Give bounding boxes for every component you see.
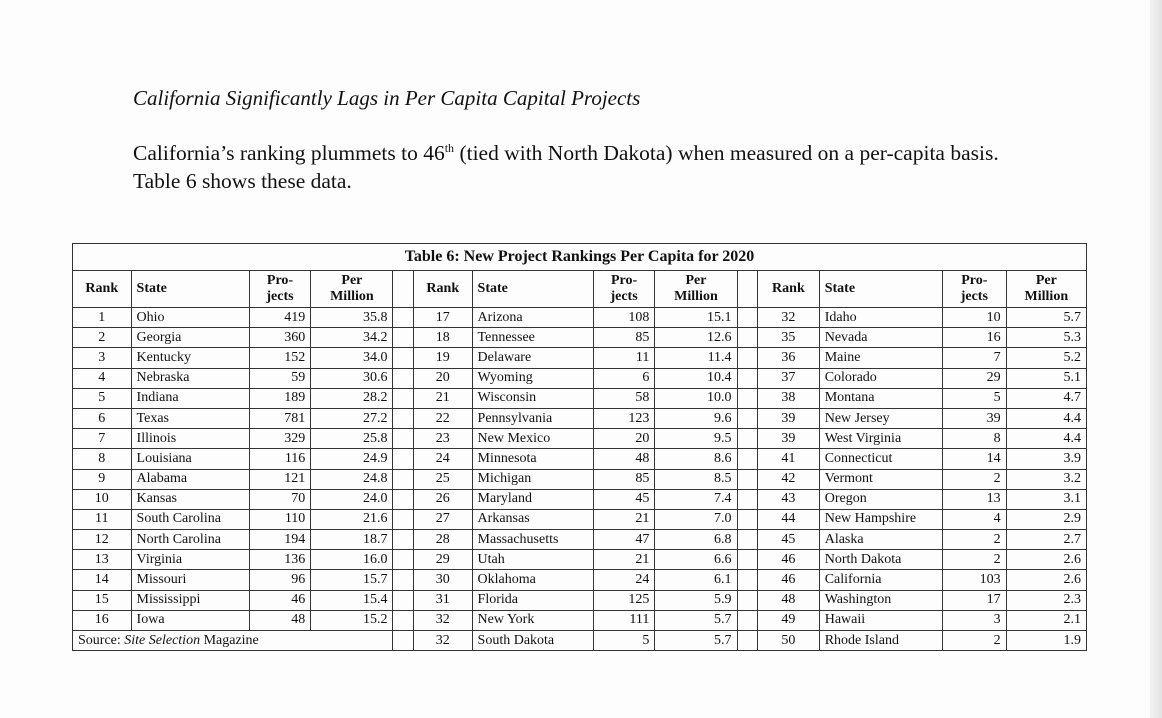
state-cell: Arizona	[472, 308, 593, 328]
projects-cell: 20	[593, 429, 655, 449]
state-cell: Florida	[472, 590, 593, 610]
state-cell: Washington	[819, 590, 942, 610]
state-cell: Tennessee	[472, 328, 593, 348]
state-cell: Pennsylvania	[472, 408, 593, 428]
per-million-cell: 5.7	[655, 631, 737, 651]
rank-cell: 7	[73, 429, 132, 449]
state-cell: Alaska	[819, 530, 942, 550]
rank-cell: 42	[758, 469, 820, 489]
column-gap	[393, 489, 414, 509]
rank-cell: 2	[73, 328, 132, 348]
rank-cell: 9	[73, 469, 132, 489]
header-projects: Pro- jects	[593, 271, 655, 308]
per-million-cell: 28.2	[311, 388, 393, 408]
rank-cell: 15	[73, 590, 132, 610]
per-million-cell: 35.8	[311, 308, 393, 328]
projects-cell: 123	[593, 408, 655, 428]
column-gap	[737, 610, 758, 630]
per-million-cell: 15.4	[311, 590, 393, 610]
per-million-cell: 2.6	[1006, 570, 1086, 590]
state-cell: West Virginia	[819, 429, 942, 449]
per-million-cell: 3.9	[1006, 449, 1086, 469]
page-edge-shadow	[1150, 0, 1162, 718]
projects-cell: 59	[249, 368, 311, 388]
state-cell: Massachusetts	[472, 530, 593, 550]
section-heading: California Significantly Lags in Per Capita Capital Projects	[133, 86, 641, 110]
per-million-cell: 10.4	[655, 368, 737, 388]
per-million-cell: 16.0	[311, 550, 393, 570]
per-million-cell: 15.1	[655, 308, 737, 328]
projects-cell: 11	[593, 348, 655, 368]
per-million-cell: 2.9	[1006, 509, 1086, 529]
table-row	[73, 530, 1087, 550]
per-million-cell: 1.9	[1006, 631, 1086, 651]
state-cell: Vermont	[819, 469, 942, 489]
projects-cell: 121	[249, 469, 311, 489]
rank-cell: 32	[414, 631, 473, 651]
per-million-cell: 7.0	[655, 509, 737, 529]
rank-cell: 31	[414, 590, 473, 610]
column-gap	[737, 368, 758, 388]
column-gap	[737, 509, 758, 529]
projects-cell: 108	[593, 308, 655, 328]
table-row	[73, 328, 1087, 348]
state-cell: South Dakota	[472, 631, 593, 651]
rank-cell: 37	[758, 368, 820, 388]
projects-cell: 419	[249, 308, 311, 328]
state-cell: Wisconsin	[472, 388, 593, 408]
per-million-cell: 2.6	[1006, 550, 1086, 570]
state-cell: Illinois	[131, 429, 249, 449]
column-gap	[393, 550, 414, 570]
table-row	[73, 469, 1087, 489]
rank-cell: 5	[73, 388, 132, 408]
projects-cell: 29	[942, 368, 1006, 388]
per-million-cell: 5.7	[1006, 308, 1086, 328]
column-gap	[393, 408, 414, 428]
column-gap	[737, 328, 758, 348]
rank-cell: 35	[758, 328, 820, 348]
projects-cell: 8	[942, 429, 1006, 449]
table-row	[73, 449, 1087, 469]
rank-cell: 26	[414, 489, 473, 509]
column-gap	[737, 449, 758, 469]
per-million-cell: 5.2	[1006, 348, 1086, 368]
per-million-cell: 9.5	[655, 429, 737, 449]
projects-cell: 103	[942, 570, 1006, 590]
projects-cell: 189	[249, 388, 311, 408]
projects-cell: 152	[249, 348, 311, 368]
column-gap	[737, 308, 758, 328]
per-million-cell: 30.6	[311, 368, 393, 388]
projects-cell: 2	[942, 550, 1006, 570]
state-cell: Virginia	[131, 550, 249, 570]
table-row	[73, 550, 1087, 570]
projects-cell: 116	[249, 449, 311, 469]
projects-cell: 2	[942, 631, 1006, 651]
projects-cell: 21	[593, 550, 655, 570]
state-cell: Nebraska	[131, 368, 249, 388]
state-cell: Connecticut	[819, 449, 942, 469]
table-row	[73, 590, 1087, 610]
header-state: State	[472, 271, 593, 308]
column-gap	[737, 469, 758, 489]
state-cell: Wyoming	[472, 368, 593, 388]
rank-cell: 1	[73, 308, 132, 328]
rank-cell: 14	[73, 570, 132, 590]
projects-cell: 110	[249, 509, 311, 529]
state-cell: North Carolina	[131, 530, 249, 550]
per-million-cell: 8.5	[655, 469, 737, 489]
projects-cell: 85	[593, 328, 655, 348]
per-million-cell: 15.2	[311, 610, 393, 630]
paragraph-text-2: (tied with North Dakota) when measured on a per-capita basis. Table 6 shows these data.	[133, 141, 999, 193]
per-million-cell: 3.1	[1006, 489, 1086, 509]
per-million-cell: 5.3	[1006, 328, 1086, 348]
per-million-cell: 4.4	[1006, 408, 1086, 428]
table-row	[73, 509, 1087, 529]
projects-cell: 2	[942, 530, 1006, 550]
projects-cell: 24	[593, 570, 655, 590]
rank-cell: 19	[414, 348, 473, 368]
state-cell: Michigan	[472, 469, 593, 489]
state-cell: Louisiana	[131, 449, 249, 469]
per-million-cell: 6.1	[655, 570, 737, 590]
state-cell: Texas	[131, 408, 249, 428]
column-gap	[393, 429, 414, 449]
column-gap	[393, 328, 414, 348]
rank-cell: 29	[414, 550, 473, 570]
column-gap	[737, 530, 758, 550]
projects-cell: 781	[249, 408, 311, 428]
projects-cell: 39	[942, 408, 1006, 428]
rank-cell: 36	[758, 348, 820, 368]
rank-cell: 8	[73, 449, 132, 469]
column-gap	[393, 590, 414, 610]
per-million-cell: 2.1	[1006, 610, 1086, 630]
rank-cell: 22	[414, 408, 473, 428]
per-million-cell: 34.2	[311, 328, 393, 348]
header-rank: Rank	[73, 271, 132, 308]
column-gap	[393, 509, 414, 529]
rank-cell: 18	[414, 328, 473, 348]
state-cell: Georgia	[131, 328, 249, 348]
rank-cell: 46	[758, 550, 820, 570]
rank-cell: 38	[758, 388, 820, 408]
rank-cell: 10	[73, 489, 132, 509]
table-row	[73, 429, 1087, 449]
header-per-million: Per Million	[655, 271, 737, 308]
state-cell: Maine	[819, 348, 942, 368]
projects-cell: 329	[249, 429, 311, 449]
rank-cell: 6	[73, 408, 132, 428]
header-projects: Pro- jects	[942, 271, 1006, 308]
projects-cell: 111	[593, 610, 655, 630]
projects-cell: 125	[593, 590, 655, 610]
rank-cell: 32	[758, 308, 820, 328]
rank-cell: 27	[414, 509, 473, 529]
column-gap	[393, 388, 414, 408]
column-gap	[393, 449, 414, 469]
projects-cell: 96	[249, 570, 311, 590]
projects-cell: 7	[942, 348, 1006, 368]
state-cell: Alabama	[131, 469, 249, 489]
column-gap	[393, 610, 414, 630]
projects-cell: 6	[593, 368, 655, 388]
projects-cell: 21	[593, 509, 655, 529]
column-gap	[737, 631, 758, 651]
paragraph-text-1: California’s ranking plummets to 46	[133, 141, 445, 165]
column-gap	[393, 308, 414, 328]
header-projects: Pro- jects	[249, 271, 311, 308]
column-gap	[393, 368, 414, 388]
table-source-note: Source: Site Selection Magazine	[73, 631, 393, 651]
table-row	[73, 489, 1087, 509]
per-million-cell: 24.8	[311, 469, 393, 489]
table-row	[73, 610, 1087, 630]
rank-cell: 21	[414, 388, 473, 408]
rank-cell: 49	[758, 610, 820, 630]
rank-cell: 17	[414, 308, 473, 328]
per-million-cell: 3.2	[1006, 469, 1086, 489]
projects-cell: 46	[249, 590, 311, 610]
table-body	[73, 308, 1087, 651]
per-million-cell: 18.7	[311, 530, 393, 550]
table-row	[73, 308, 1087, 328]
per-million-cell: 9.6	[655, 408, 737, 428]
rank-cell: 11	[73, 509, 132, 529]
state-cell: Nevada	[819, 328, 942, 348]
projects-cell: 2	[942, 469, 1006, 489]
state-cell: North Dakota	[819, 550, 942, 570]
column-gap	[393, 631, 414, 651]
table-title: Table 6: New Project Rankings Per Capita for 2020	[73, 244, 1087, 271]
projects-cell: 85	[593, 469, 655, 489]
column-gap	[737, 550, 758, 570]
state-cell: South Carolina	[131, 509, 249, 529]
per-million-cell: 25.8	[311, 429, 393, 449]
rank-cell: 30	[414, 570, 473, 590]
column-gap	[737, 429, 758, 449]
column-gap	[393, 348, 414, 368]
table-row	[73, 388, 1087, 408]
column-gap	[737, 408, 758, 428]
state-cell: Kentucky	[131, 348, 249, 368]
header-state: State	[131, 271, 249, 308]
per-million-cell: 34.0	[311, 348, 393, 368]
projects-cell: 5	[942, 388, 1006, 408]
column-gap	[737, 489, 758, 509]
per-million-cell: 5.9	[655, 590, 737, 610]
header-rank: Rank	[758, 271, 820, 308]
rank-cell: 24	[414, 449, 473, 469]
projects-cell: 14	[942, 449, 1006, 469]
state-cell: Arkansas	[472, 509, 593, 529]
state-cell: Delaware	[472, 348, 593, 368]
table-row	[73, 408, 1087, 428]
state-cell: Kansas	[131, 489, 249, 509]
per-million-cell: 27.2	[311, 408, 393, 428]
state-cell: Missouri	[131, 570, 249, 590]
rank-cell: 39	[758, 408, 820, 428]
rank-cell: 48	[758, 590, 820, 610]
column-gap	[393, 530, 414, 550]
projects-cell: 5	[593, 631, 655, 651]
rank-cell: 12	[73, 530, 132, 550]
intro-paragraph	[133, 141, 1033, 194]
column-gap	[393, 570, 414, 590]
header-rank: Rank	[414, 271, 473, 308]
projects-cell: 48	[593, 449, 655, 469]
rank-cell: 45	[758, 530, 820, 550]
per-million-cell: 2.7	[1006, 530, 1086, 550]
projects-cell: 360	[249, 328, 311, 348]
rank-cell: 20	[414, 368, 473, 388]
state-cell: Indiana	[131, 388, 249, 408]
state-cell: Mississippi	[131, 590, 249, 610]
state-cell: New Hampshire	[819, 509, 942, 529]
projects-cell: 45	[593, 489, 655, 509]
per-million-cell: 11.4	[655, 348, 737, 368]
projects-cell: 47	[593, 530, 655, 550]
rank-cell: 28	[414, 530, 473, 550]
state-cell: Iowa	[131, 610, 249, 630]
rankings-table	[72, 243, 1087, 651]
column-gap	[737, 348, 758, 368]
rank-cell: 13	[73, 550, 132, 570]
column-gap	[393, 469, 414, 489]
per-million-cell: 15.7	[311, 570, 393, 590]
per-million-cell: 24.0	[311, 489, 393, 509]
column-gap	[737, 590, 758, 610]
table-header-row	[73, 271, 1087, 308]
projects-cell: 194	[249, 530, 311, 550]
rank-cell: 3	[73, 348, 132, 368]
column-gap	[737, 570, 758, 590]
column-gap	[737, 388, 758, 408]
header-per-million: Per Million	[1006, 271, 1086, 308]
state-cell: Maryland	[472, 489, 593, 509]
state-cell: California	[819, 570, 942, 590]
column-gap	[737, 271, 758, 308]
state-cell: New Jersey	[819, 408, 942, 428]
projects-cell: 13	[942, 489, 1006, 509]
ordinal-suffix: th	[444, 141, 455, 155]
state-cell: Utah	[472, 550, 593, 570]
per-million-cell: 2.3	[1006, 590, 1086, 610]
projects-cell: 16	[942, 328, 1006, 348]
header-state: State	[819, 271, 942, 308]
per-million-cell: 24.9	[311, 449, 393, 469]
rank-cell: 50	[758, 631, 820, 651]
per-million-cell: 10.0	[655, 388, 737, 408]
header-per-million: Per Million	[311, 271, 393, 308]
rank-cell: 43	[758, 489, 820, 509]
projects-cell: 17	[942, 590, 1006, 610]
projects-cell: 10	[942, 308, 1006, 328]
per-million-cell: 12.6	[655, 328, 737, 348]
state-cell: New York	[472, 610, 593, 630]
rank-cell: 16	[73, 610, 132, 630]
state-cell: New Mexico	[472, 429, 593, 449]
state-cell: Rhode Island	[819, 631, 942, 651]
per-million-cell: 6.6	[655, 550, 737, 570]
rank-cell: 39	[758, 429, 820, 449]
per-million-cell: 4.4	[1006, 429, 1086, 449]
per-million-cell: 8.6	[655, 449, 737, 469]
projects-cell: 4	[942, 509, 1006, 529]
per-million-cell: 4.7	[1006, 388, 1086, 408]
rank-cell: 41	[758, 449, 820, 469]
per-million-cell: 5.1	[1006, 368, 1086, 388]
per-million-cell: 6.8	[655, 530, 737, 550]
state-cell: Oregon	[819, 489, 942, 509]
projects-cell: 58	[593, 388, 655, 408]
state-cell: Montana	[819, 388, 942, 408]
per-million-cell: 7.4	[655, 489, 737, 509]
state-cell: Hawaii	[819, 610, 942, 630]
rank-cell: 44	[758, 509, 820, 529]
state-cell: Ohio	[131, 308, 249, 328]
table-row	[73, 631, 1087, 651]
projects-cell: 70	[249, 489, 311, 509]
column-gap	[393, 271, 414, 308]
rank-cell: 4	[73, 368, 132, 388]
projects-cell: 136	[249, 550, 311, 570]
rank-cell: 25	[414, 469, 473, 489]
state-cell: Idaho	[819, 308, 942, 328]
state-cell: Oklahoma	[472, 570, 593, 590]
rank-cell: 46	[758, 570, 820, 590]
per-million-cell: 21.6	[311, 509, 393, 529]
state-cell: Colorado	[819, 368, 942, 388]
state-cell: Minnesota	[472, 449, 593, 469]
table-row	[73, 570, 1087, 590]
projects-cell: 3	[942, 610, 1006, 630]
per-million-cell: 5.7	[655, 610, 737, 630]
table-row	[73, 368, 1087, 388]
projects-cell: 48	[249, 610, 311, 630]
rank-cell: 23	[414, 429, 473, 449]
rank-cell: 32	[414, 610, 473, 630]
table-row	[73, 348, 1087, 368]
